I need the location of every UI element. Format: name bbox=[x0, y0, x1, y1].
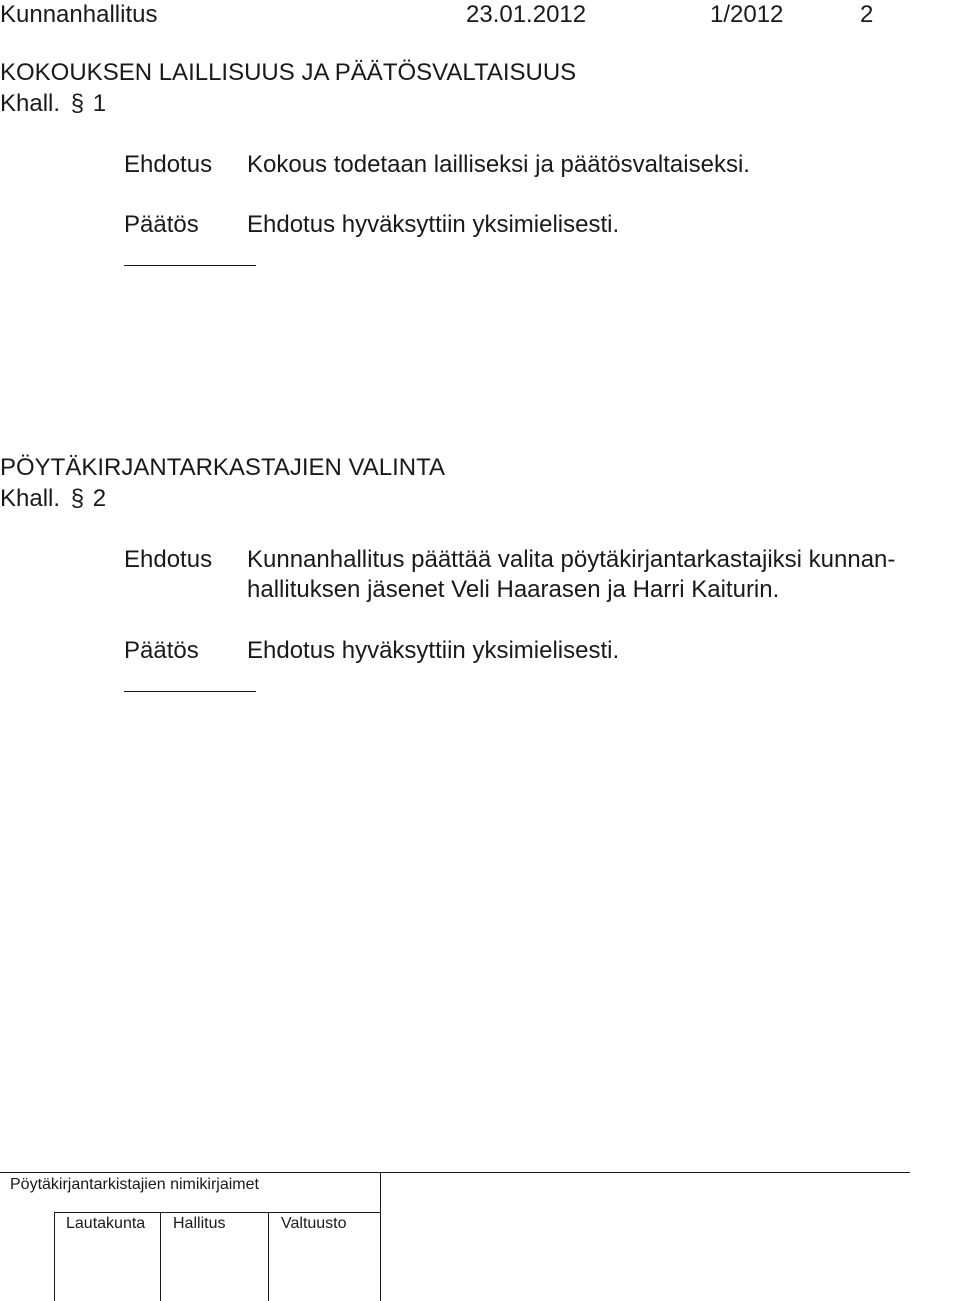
decision-label: Päätös bbox=[124, 637, 199, 664]
decision-text: Ehdotus hyväksyttiin yksimielisesti. bbox=[247, 637, 620, 664]
proposal-text-line-1: Kunnanhallitus päättää valita pöytäkirjantarkastajiksi kunnan- bbox=[247, 546, 896, 573]
column-label-hallitus: Hallitus bbox=[173, 1215, 226, 1232]
column-label-valtuusto: Valtuusto bbox=[281, 1215, 347, 1232]
reference-number: 1 bbox=[92, 90, 107, 117]
section-end-rule bbox=[124, 691, 256, 692]
section-sign: § bbox=[70, 90, 85, 117]
column-divider bbox=[268, 1212, 269, 1301]
section-title: KOKOUKSEN LAILLISUUS JA PÄÄTÖSVALTAISUUS bbox=[0, 59, 577, 86]
proposal-label: Ehdotus bbox=[124, 546, 213, 573]
header-date: 23.01.2012 bbox=[466, 1, 587, 28]
proposal-label: Ehdotus bbox=[124, 151, 213, 178]
initials-label: Pöytäkirjantarkistajien nimikirjaimet bbox=[10, 1176, 259, 1193]
column-divider bbox=[54, 1212, 55, 1301]
section-sign: § bbox=[70, 485, 85, 512]
section-reference bbox=[0, 89, 106, 119]
proposal-text: Kokous todetaan lailliseksi ja päätösvaltaiseksi. bbox=[247, 151, 750, 178]
footer-top-rule bbox=[0, 1172, 910, 1173]
reference-number: 2 bbox=[92, 485, 107, 512]
header-meeting-number: 1/2012 bbox=[710, 1, 784, 28]
header-page-number: 2 bbox=[860, 1, 874, 28]
reference-prefix: Khall. bbox=[0, 485, 61, 512]
section-reference bbox=[0, 484, 106, 514]
decision-text: Ehdotus hyväksyttiin yksimielisesti. bbox=[247, 211, 620, 238]
decision-label: Päätös bbox=[124, 211, 199, 238]
initials-columns-rule bbox=[54, 1212, 380, 1213]
section-title: PÖYTÄKIRJANTARKASTAJIEN VALINTA bbox=[0, 454, 445, 481]
proposal-text-line-2: hallituksen jäsenet Veli Haarasen ja Harri Kaiturin. bbox=[247, 576, 780, 603]
section-end-rule bbox=[124, 265, 256, 266]
header-body-name: Kunnanhallitus bbox=[0, 1, 158, 28]
column-label-lautakunta: Lautakunta bbox=[66, 1215, 146, 1232]
initials-box-right-border bbox=[380, 1173, 381, 1301]
column-divider bbox=[160, 1212, 161, 1301]
reference-prefix: Khall. bbox=[0, 90, 61, 117]
